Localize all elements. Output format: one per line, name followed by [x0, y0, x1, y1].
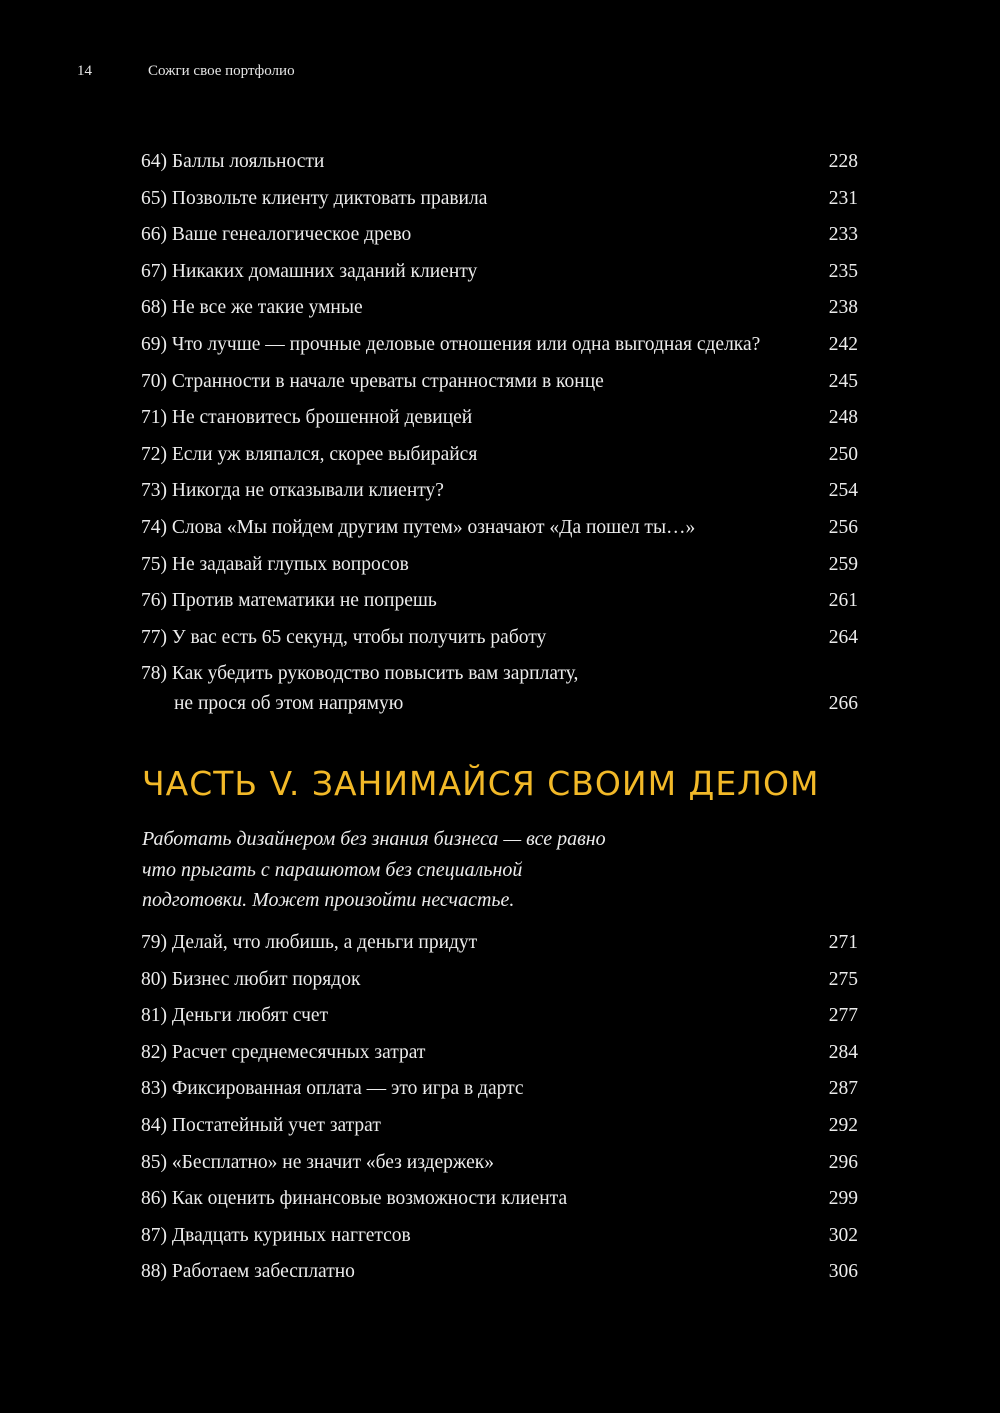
toc-entry[interactable] [141, 1038, 858, 1075]
toc-list-part-v [141, 928, 858, 1294]
toc-entry-page: 284 [828, 1041, 858, 1063]
toc-entry[interactable] [141, 513, 858, 550]
toc-entry[interactable] [141, 550, 858, 587]
toc-entry[interactable] [141, 257, 858, 294]
book-title: Сожги свое портфолио [148, 63, 295, 79]
toc-entry-title: 76) Против математики не попрешь [141, 590, 437, 612]
toc-entry[interactable] [141, 293, 858, 330]
toc-entry-page: 275 [828, 968, 858, 990]
toc-entry-title-line2: не прося об этом напрямую [174, 693, 404, 715]
toc-entry-page: 254 [828, 480, 858, 502]
toc-entry[interactable] [141, 586, 858, 623]
toc-list-part-iv [141, 147, 858, 725]
toc-entry[interactable] [141, 184, 858, 221]
part-intro [142, 824, 742, 916]
toc-entry-title: 64) Баллы лояльности [141, 151, 325, 172]
toc-entry[interactable] [141, 928, 858, 965]
toc-entry-page: 245 [828, 370, 858, 392]
toc-entry-page: 228 [828, 151, 858, 172]
toc-entry-title: 65) Позвольте клиенту диктовать правила [141, 187, 488, 209]
toc-entry[interactable] [141, 1257, 858, 1294]
toc-entry-page: 302 [828, 1224, 858, 1246]
toc-entry-title: 83) Фиксированная оплата — это игра в дартс [141, 1078, 524, 1100]
toc-entry-title: 66) Ваше генеалогическое древо [141, 224, 412, 246]
toc-entry[interactable] [141, 330, 858, 367]
toc-entry-title: 81) Деньги любят счет [141, 1005, 329, 1027]
toc-entry[interactable] [141, 623, 858, 660]
toc-entry-title: 79) Делай, что любишь, а деньги придут [141, 932, 478, 953]
part-intro-line: что прыгать с парашютом без специальной [142, 858, 523, 881]
toc-entry-title: 75) Не задавай глупых вопросов [141, 553, 409, 575]
toc-entry-page: 233 [828, 224, 858, 246]
toc-entry-title: 67) Никаких домашних заданий клиенту [141, 260, 478, 282]
toc-entry-page: 292 [828, 1114, 858, 1136]
toc-entry[interactable] [141, 403, 858, 440]
toc-entry[interactable] [141, 476, 858, 513]
toc-entry[interactable] [141, 1221, 858, 1258]
toc-entry-page: 306 [828, 1261, 858, 1283]
toc-entry-page: 256 [828, 516, 858, 538]
toc-entry-page: 259 [828, 553, 858, 575]
toc-entry-page: 266 [828, 693, 858, 715]
toc-entry-title: 86) Как оценить финансовые возможности клиента [141, 1188, 568, 1210]
toc-entry[interactable] [141, 220, 858, 257]
toc-entry-page: 296 [828, 1151, 858, 1173]
toc-entry[interactable] [141, 659, 858, 725]
toc-entry-page: 277 [828, 1005, 858, 1027]
toc-entry-page: 261 [828, 590, 858, 612]
toc-entry-title: 69) Что лучше — прочные деловые отношения или одна выгодная сделка? [141, 333, 761, 355]
toc-entry[interactable] [141, 440, 858, 477]
toc-entry-title: 87) Двадцать куриных наггетсов [141, 1224, 411, 1246]
toc-entry[interactable] [141, 1001, 858, 1038]
toc-entry-title: 73) Никогда не отказывали клиенту? [141, 480, 444, 502]
toc-entry-page: 299 [828, 1188, 858, 1210]
toc-entry-title: 84) Постатейный учет затрат [141, 1114, 381, 1136]
toc-entry-title: 74) Слова «Мы пойдем другим путем» означают «Да пошел ты…» [141, 516, 696, 538]
toc-entry[interactable] [141, 965, 858, 1002]
toc-entry[interactable] [141, 1184, 858, 1221]
toc-entry-page: 238 [828, 297, 858, 319]
toc-entry-page: 248 [828, 407, 858, 429]
running-header [77, 63, 295, 80]
toc-entry-title: 80) Бизнес любит порядок [141, 968, 361, 990]
page-number: 14 [77, 63, 92, 79]
toc-entry-title: 82) Расчет среднемесячных затрат [141, 1041, 426, 1063]
toc-entry[interactable] [141, 1074, 858, 1111]
toc-entry-title-line1: 78) Как убедить руководство повысить вам зарплату, [141, 663, 579, 685]
toc-entry-title: 77) У вас есть 65 секунд, чтобы получить работу [141, 626, 547, 648]
toc-entry-title: 71) Не становитесь брошенной девицей [141, 407, 473, 429]
part-heading: ЧАСТЬ V. ЗАНИМАЙСЯ СВОИМ ДЕЛОМ [142, 764, 820, 803]
toc-entry[interactable] [141, 367, 858, 404]
toc-entry-page: 250 [828, 443, 858, 465]
toc-entry-title: 70) Странности в начале чреваты странностями в конце [141, 370, 604, 392]
toc-entry-page: 231 [828, 187, 858, 209]
part-intro-line: подготовки. Может произойти несчастье. [142, 889, 515, 911]
toc-entry-page: 235 [828, 260, 858, 282]
toc-entry[interactable] [141, 1148, 858, 1185]
toc-entry-page: 287 [828, 1078, 858, 1100]
toc-entry-title: 85) «Бесплатно» не значит «без издержек» [141, 1151, 494, 1173]
toc-entry-title: 88) Работаем забесплатно [141, 1261, 355, 1283]
toc-entry-page: 242 [828, 333, 858, 355]
toc-entry-title: 72) Если уж вляпался, скорее выбирайся [141, 443, 478, 465]
toc-entry-page: 271 [828, 932, 858, 953]
part-intro-line: Работать дизайнером без знания бизнеса — все равно [142, 828, 606, 850]
toc-entry[interactable] [141, 147, 858, 184]
toc-entry-page: 264 [828, 626, 858, 648]
toc-entry-title: 68) Не все же такие умные [141, 297, 363, 319]
toc-entry[interactable] [141, 1111, 858, 1148]
